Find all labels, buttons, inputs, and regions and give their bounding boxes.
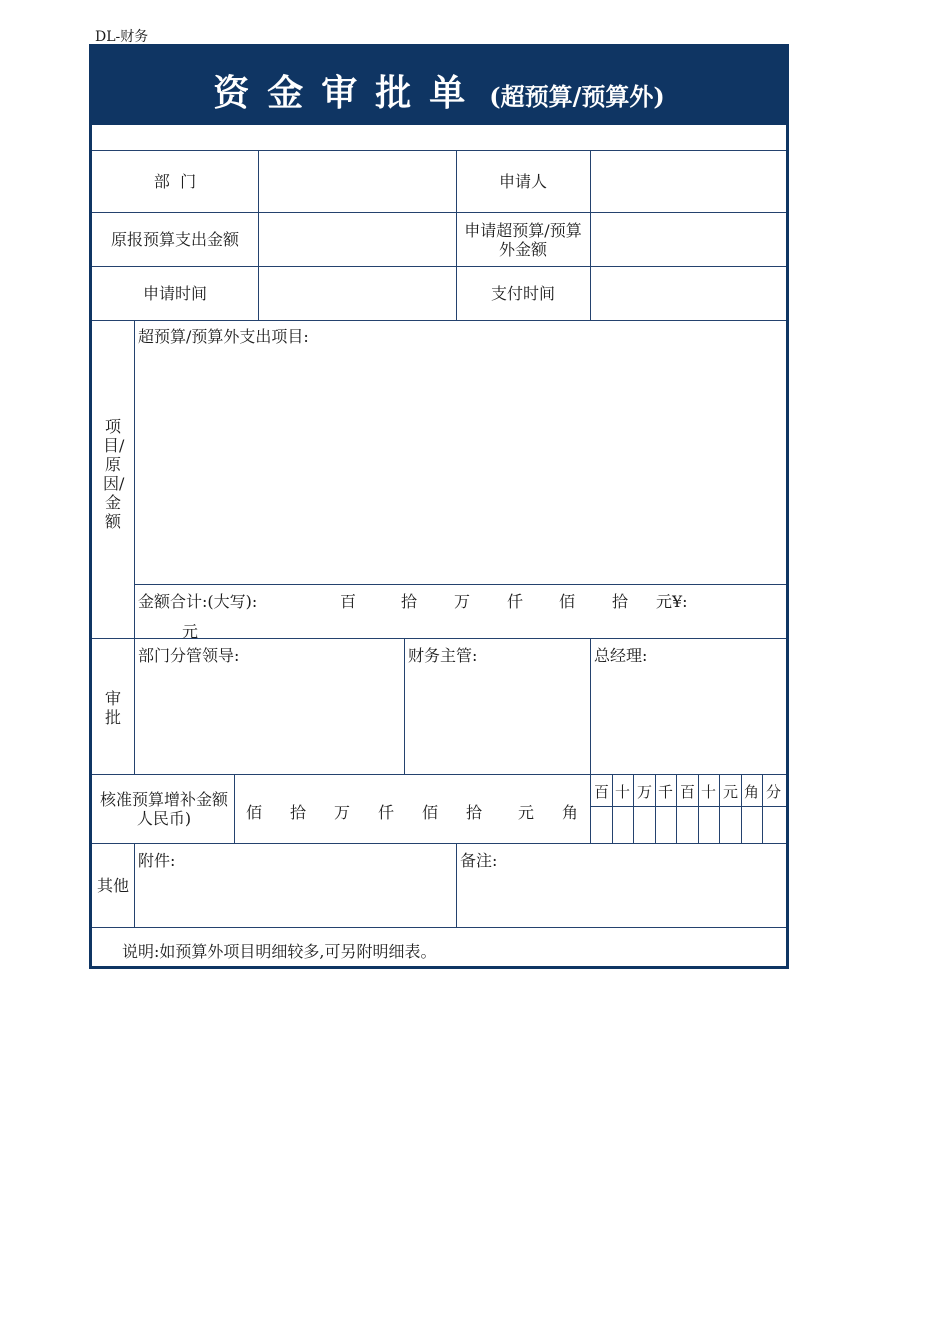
grid-header-9: 分 [765, 782, 781, 801]
grid-header-3: 万 [636, 782, 652, 801]
grid-header-5: 百 [679, 782, 695, 801]
applicant-label: 申请人 [498, 172, 547, 191]
footnote: 说明:如预算外项目明细较多,可另附明细表。 [122, 942, 437, 961]
total-unit-thousand: 仟 [507, 592, 524, 611]
approved-unit-5: 佰 [422, 803, 439, 822]
over-budget-amount-label: 申请超预算/预算外金额 [464, 220, 582, 259]
total-amount-label: 金额合计:(大写): [138, 592, 258, 611]
approved-amount-label: 核准预算增补金额人民币) [99, 790, 228, 828]
other-side-label: 其他 [96, 876, 129, 895]
attachment-label: 附件: [138, 851, 176, 870]
general-manager-label: 总经理: [594, 646, 648, 665]
total-unit-hundred-2: 佰 [559, 592, 576, 611]
approved-unit-1: 佰 [246, 803, 263, 822]
project-side-label: 项目/原因/金额 [103, 417, 125, 531]
total-unit-wan: 万 [454, 592, 471, 611]
approved-unit-2: 拾 [290, 803, 307, 822]
remark-label: 备注: [460, 851, 498, 870]
apply-time-label: 申请时间 [142, 284, 207, 303]
title-main: 资金审批单 [213, 72, 484, 114]
approved-unit-6: 拾 [466, 803, 483, 822]
grid-header-8: 角 [743, 782, 759, 801]
original-budget-label: 原报预算支出金额 [110, 230, 239, 249]
total-tail-yuan: 元 [182, 622, 199, 641]
dept-leader-label: 部门分管领导: [138, 646, 240, 665]
total-unit-yuan: 元¥: [656, 592, 688, 611]
total-unit-hundred: 百 [340, 592, 357, 611]
approved-unit-3: 万 [334, 803, 351, 822]
grid-header-6: 十 [700, 782, 716, 801]
grid-header-4: 千 [657, 782, 673, 801]
approved-unit-8: 角 [562, 803, 579, 822]
approved-unit-7: 元 [518, 803, 535, 822]
grid-header-2: 十 [614, 782, 630, 801]
over-budget-items-label: 超预算/预算外支出项目: [138, 327, 309, 346]
finance-head-label: 财务主管: [408, 646, 478, 665]
title-bar [92, 47, 786, 125]
fund-approval-form [89, 44, 789, 969]
grid-header-1: 百 [593, 782, 609, 801]
department-label: 部 门 [153, 172, 197, 191]
grid-header-7: 元 [722, 782, 738, 801]
approval-side-label: 审批 [104, 689, 121, 727]
pay-time-label: 支付时间 [490, 284, 555, 303]
title-sub: (超预算/预算外) [489, 82, 665, 111]
document-code: DL-财务 [95, 29, 149, 45]
total-unit-ten: 拾 [401, 592, 418, 611]
form-title [92, 65, 786, 116]
total-unit-ten-2: 拾 [612, 592, 629, 611]
approved-unit-4: 仟 [378, 803, 395, 822]
